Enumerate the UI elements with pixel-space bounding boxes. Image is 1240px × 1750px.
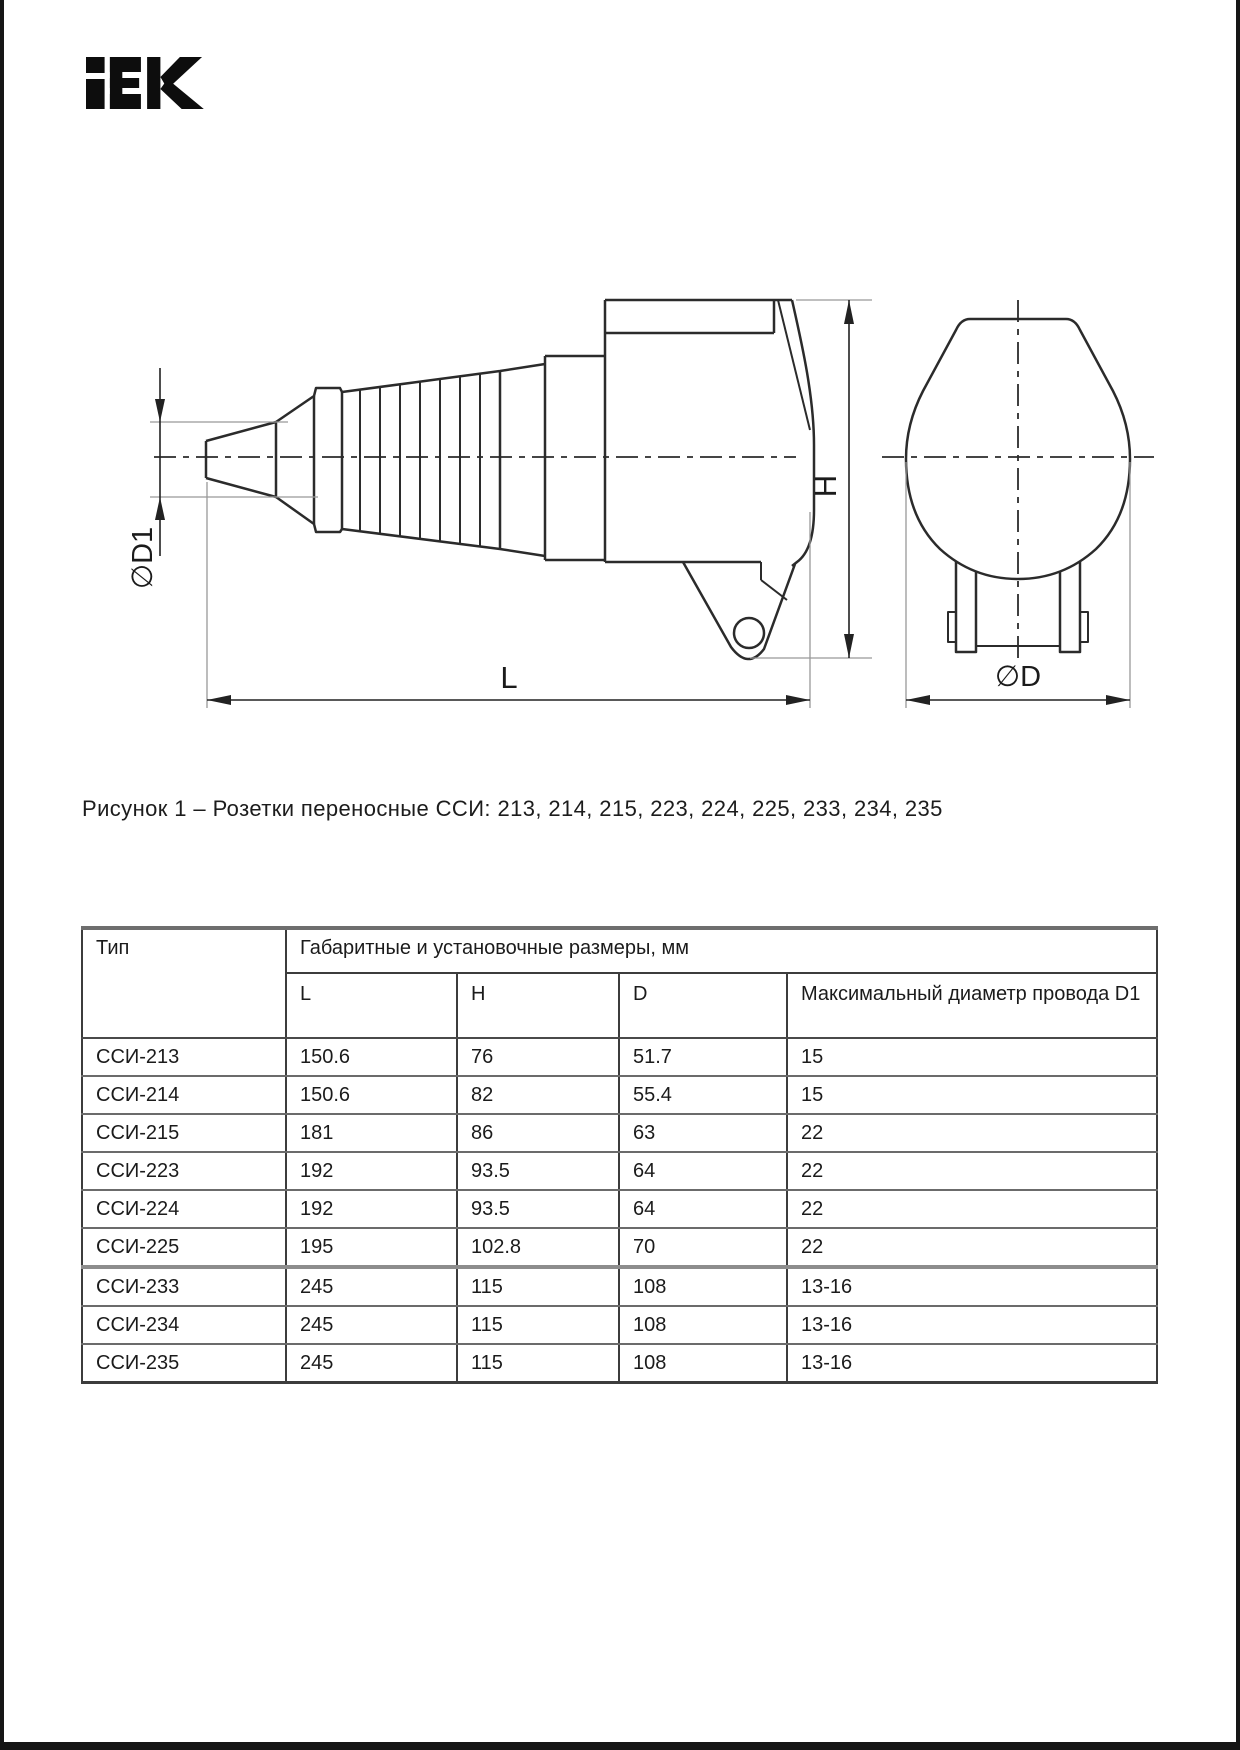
table-row <box>82 1076 1157 1114</box>
latch <box>683 562 795 659</box>
cell-l: 245 <box>286 1344 457 1383</box>
table-row <box>82 1038 1157 1076</box>
cell-h: 76 <box>457 1038 619 1076</box>
cell-type: ССИ-214 <box>82 1076 286 1114</box>
cell-l: 192 <box>286 1190 457 1228</box>
cell-h: 115 <box>457 1344 619 1383</box>
cell-d: 64 <box>619 1190 787 1228</box>
side-view <box>206 300 814 659</box>
body-cylinder <box>545 356 605 560</box>
col-header-d: D <box>619 973 787 1038</box>
cell-type: ССИ-223 <box>82 1152 286 1190</box>
cell-type: ССИ-213 <box>82 1038 286 1076</box>
cell-l: 195 <box>286 1228 457 1267</box>
cell-l: 192 <box>286 1152 457 1190</box>
cell-d1: 15 <box>787 1076 1157 1114</box>
cell-h: 102.8 <box>457 1228 619 1267</box>
cell-d1: 22 <box>787 1190 1157 1228</box>
cell-d1: 22 <box>787 1228 1157 1267</box>
col-header-type: Тип <box>82 928 286 1038</box>
cell-h: 82 <box>457 1076 619 1114</box>
table-row <box>82 1190 1157 1228</box>
cell-type: ССИ-215 <box>82 1114 286 1152</box>
logo-i-stem <box>86 79 105 109</box>
figure-caption: Рисунок 1 – Розетки переносные ССИ: 213, 214, 215, 223, 224, 225, 233, 234, 235 <box>82 796 943 821</box>
cell-d1: 22 <box>787 1152 1157 1190</box>
cell-l: 150.6 <box>286 1076 457 1114</box>
table-row <box>82 1152 1157 1190</box>
logo-i-dot <box>86 57 105 73</box>
dim-label-d1: ∅D1 <box>127 526 159 590</box>
cell-d: 108 <box>619 1344 787 1383</box>
table-row <box>82 1228 1157 1267</box>
cell-type: ССИ-225 <box>82 1228 286 1267</box>
dim-label-h: H <box>808 474 843 498</box>
cell-d: 51.7 <box>619 1038 787 1076</box>
col-header-h: H <box>457 973 619 1038</box>
cell-type: ССИ-233 <box>82 1267 286 1306</box>
table-header-row-1 <box>82 928 1157 973</box>
cell-h: 86 <box>457 1114 619 1152</box>
lid-outer-edge <box>792 300 814 566</box>
cell-h: 115 <box>457 1306 619 1344</box>
ribs <box>360 374 480 546</box>
iek-logo <box>86 57 210 109</box>
head-flange <box>605 300 774 333</box>
cell-d1: 13-16 <box>787 1344 1157 1383</box>
cell-l: 245 <box>286 1306 457 1344</box>
cell-h: 93.5 <box>457 1152 619 1190</box>
cell-d: 55.4 <box>619 1076 787 1114</box>
cell-d: 63 <box>619 1114 787 1152</box>
cell-d: 108 <box>619 1267 787 1306</box>
table-row <box>82 1344 1157 1383</box>
cell-d1: 15 <box>787 1038 1157 1076</box>
cell-d1: 13-16 <box>787 1267 1157 1306</box>
table-row <box>82 1306 1157 1344</box>
dimensions-table <box>81 926 1158 1384</box>
dim-label-l: L <box>500 660 518 695</box>
socket-head <box>605 300 792 562</box>
cell-d1: 22 <box>787 1114 1157 1152</box>
table-row <box>82 1267 1157 1306</box>
cell-l: 150.6 <box>286 1038 457 1076</box>
cell-d: 108 <box>619 1306 787 1344</box>
cell-d: 70 <box>619 1228 787 1267</box>
table-row <box>82 1114 1157 1152</box>
gland-outline <box>206 364 545 441</box>
cell-d: 64 <box>619 1152 787 1190</box>
cell-type: ССИ-234 <box>82 1306 286 1344</box>
col-header-d1: Максимальный диаметр провода D1 <box>787 973 1157 1038</box>
logo-k <box>147 57 204 109</box>
col-header-l: L <box>286 973 457 1038</box>
cell-d1: 13-16 <box>787 1306 1157 1344</box>
cell-l: 245 <box>286 1267 457 1306</box>
cell-type: ССИ-224 <box>82 1190 286 1228</box>
cell-h: 115 <box>457 1267 619 1306</box>
cell-h: 93.5 <box>457 1190 619 1228</box>
cell-l: 181 <box>286 1114 457 1152</box>
cell-type: ССИ-235 <box>82 1344 286 1383</box>
latch-hole <box>734 618 764 648</box>
technical-drawing <box>4 250 1240 720</box>
logo-e <box>110 57 141 109</box>
col-header-group: Габаритные и установочные размеры, мм <box>286 928 1157 973</box>
dim-label-d: ∅D <box>994 661 1042 693</box>
